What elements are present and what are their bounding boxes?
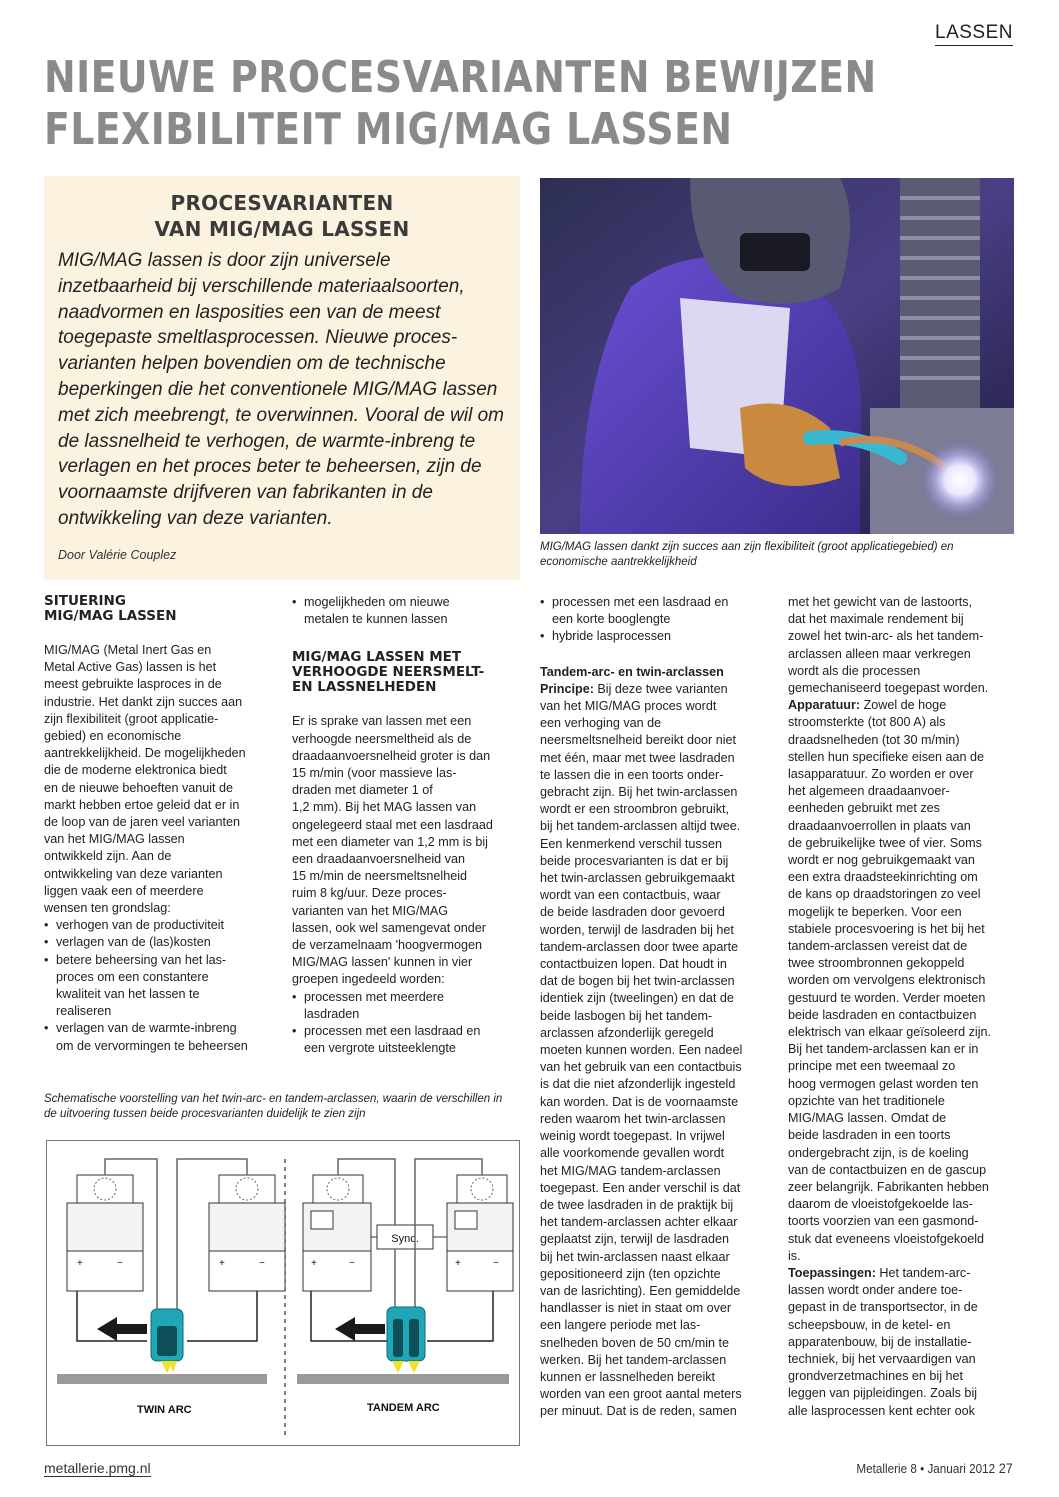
bullet-item: • verlagen van de (las)kosten xyxy=(44,934,276,951)
body-line: bij het twin-arclassen naast elkaar xyxy=(540,1249,730,1264)
body-line: MIG/MAG (Metal Inert Gas en xyxy=(44,643,212,657)
principe-label: Principe: xyxy=(540,681,594,696)
sync-label: Sync. xyxy=(391,1233,419,1245)
body-line: van het MIG/MAG lassen xyxy=(44,832,185,847)
twin-tandem-diagram xyxy=(46,1140,520,1446)
body-line: Bij het tandem-arclassen kan er in xyxy=(788,1042,979,1057)
body-line: wordt er nog gebruikgemaakt van xyxy=(788,853,975,868)
body-line: gestuurd te worden. Verder moeten xyxy=(788,990,986,1005)
body-line: twee stroombronnen gekoppeld xyxy=(788,956,965,971)
body-line: reden waarom het twin-arclassen xyxy=(540,1111,726,1126)
body-line: identiek zijn (tweelingen) en dat de xyxy=(540,991,734,1006)
tandem-left-power-source xyxy=(303,1175,371,1291)
photo-caption xyxy=(540,540,1014,570)
body-line: wensen ten grondslag: xyxy=(44,901,171,916)
body-line: alle lasprocessen kent echter ook xyxy=(788,1403,975,1418)
toepassingen-text: Het tandem-arc- xyxy=(875,1265,971,1280)
body-line: van de lasrichting). Een gemiddelde xyxy=(540,1283,741,1298)
page-title xyxy=(44,52,887,156)
body-line: draadsnelheden (tot 30 m/min) xyxy=(788,732,960,747)
intro-line: met zich meebrengt, te overwinnen. Vooral de wil om xyxy=(58,404,505,426)
body-line: ontwikkeling van deze varianten xyxy=(44,866,223,881)
heading-situering xyxy=(44,594,276,624)
body-line: gepast in de transportsector, in de xyxy=(788,1300,978,1315)
website-link[interactable]: metallerie.pmg.nl xyxy=(44,1460,151,1476)
bullet-item: • mogelijkheden om nieuwe metalen te kunnen lassen xyxy=(292,594,524,628)
body-line: van het gebruik van een contactbuis xyxy=(540,1060,742,1075)
intro-heading-line: VAN MIG/MAG LASSEN xyxy=(154,217,410,241)
photo-caption-line: economische aantrekkelijkheid xyxy=(540,556,697,568)
principe-line xyxy=(540,681,766,698)
body-line: de twee lasdraden in de praktijk bij xyxy=(540,1197,734,1212)
body-line: elektrisch van elkaar geïsoleerd zijn. xyxy=(788,1025,992,1040)
body-line: wordt er een stroombron gebruikt, xyxy=(540,802,729,817)
body-line: van het MIG/MAG proces wordt xyxy=(540,699,717,714)
body-line: een langere periode met las- xyxy=(540,1318,701,1333)
body-line: de kans op draadstoringen zo veel xyxy=(788,887,981,902)
intro-line: voornaamste drijfveren van fabrikanten in de xyxy=(58,482,433,504)
body-line: lassen wordt onder andere toe- xyxy=(788,1283,963,1298)
body-line: per minuut. Dat is de reden, samen xyxy=(540,1404,737,1419)
twin-right-power-source xyxy=(209,1175,285,1291)
body-line: beide lasdraden in een toorts xyxy=(788,1128,951,1143)
bullet-item: • verlagen van de warmte-inbreng om de vervormingen te beheersen xyxy=(44,1020,276,1054)
body-line: gepositioneerd zijn (ten opzichte xyxy=(540,1266,721,1281)
toepassingen-label: Toepassingen: xyxy=(788,1265,876,1280)
body-line: apparatenbouw, bij de installatie- xyxy=(788,1334,972,1349)
apparatuur-line xyxy=(788,697,1014,714)
body-line: 15 m/min (voor massieve las- xyxy=(292,766,457,781)
body-line: werken. Bij het tandem-arclassen xyxy=(540,1352,727,1367)
body-line: ruim 8 kg/uur. Deze proces- xyxy=(292,886,447,901)
body-line: mogelijk te beperken. Voor een xyxy=(788,904,962,919)
body-line: de verzamelnaam 'hoogvermogen xyxy=(292,938,483,953)
body-line: handlasser is niet in staat om over xyxy=(540,1301,732,1316)
body-line: Een kenmerkend verschil tussen xyxy=(540,836,723,851)
body-line: met een diameter van 1,2 mm is bij xyxy=(292,834,488,849)
body-line: gebracht zijn. Bij het twin-arclassen xyxy=(540,785,738,800)
apparatuur-label: Apparatuur: xyxy=(788,698,861,713)
body-line: moeten kunnen worden. Een nadeel xyxy=(540,1043,743,1058)
welder-photo xyxy=(540,178,1014,534)
apparatuur-text: Zowel de hoge xyxy=(860,698,947,713)
intro-line: ontwikkeling van deze varianten. xyxy=(58,507,333,529)
body-line: beide procesvarianten is dat er bij xyxy=(540,853,729,868)
svg-text:−: − xyxy=(349,1258,355,1269)
intro-line: de lassnelheid te verhogen, de warmte-inbreng te xyxy=(58,430,476,452)
tandem-arc-label: TANDEM ARC xyxy=(367,1402,440,1414)
body-line: weinig wordt toegepast. In vrijwel xyxy=(540,1129,725,1144)
body-line: draden met diameter 1 of xyxy=(292,783,433,798)
body-line: beide lasdraden en contactbuizen xyxy=(788,1007,977,1022)
body-line: snelheden boven de 50 cm/min te xyxy=(540,1335,730,1350)
heading-line: SITUERING xyxy=(44,593,126,609)
intro-heading xyxy=(58,190,506,242)
body-line: zowel het twin-arc- als het tandem- xyxy=(788,629,984,644)
intro-heading-line: PROCESVARIANTEN xyxy=(170,191,394,215)
col3-body xyxy=(540,698,766,1421)
heading-line: VERHOOGDE NEERSMELT- xyxy=(292,664,485,681)
svg-text:+: + xyxy=(455,1258,461,1269)
body-line: beide lasbogen bij het tandem- xyxy=(540,1008,713,1023)
body-line: tandem-arclassen vereist dat de xyxy=(788,939,968,954)
body-line: het twin-arclassen gebruikgemaakt xyxy=(540,871,735,886)
body-line: ondergebracht zijn, is de koeling xyxy=(788,1145,969,1160)
body-line: de loop van de jaren veel varianten xyxy=(44,815,241,830)
svg-text:+: + xyxy=(219,1258,225,1269)
body-line: de gebruikelijke twee of vier. Soms xyxy=(788,835,982,850)
body-line: MIG/MAG lassen' kunnen in vier xyxy=(292,955,473,970)
col2-top-bullet xyxy=(292,594,524,628)
body-line: lasapparatuur. Zo worden er over xyxy=(788,767,974,782)
body-line: opzichte van het traditionele xyxy=(788,1093,945,1108)
body-line: draadaanvoerrollen in plaats van xyxy=(788,818,971,833)
col4-body-c xyxy=(788,1282,1014,1420)
body-line: worden, terwijl de lasdraden bij het xyxy=(540,922,734,937)
body-line: worden van een groot aantal meters xyxy=(540,1387,742,1402)
column-2 xyxy=(292,594,524,1057)
bullet-item: • processen met een lasdraad en een vergrote uitsteeklengte xyxy=(292,1023,524,1057)
body-line: kunnen er lassnelheden bereikt xyxy=(540,1369,716,1384)
column-4 xyxy=(788,594,1014,1420)
body-line: varianten van het MIG/MAG xyxy=(292,903,449,918)
issue-label: Metallerie 8 • Januari 2012 xyxy=(856,1461,996,1476)
intro-line: verlagen en het proces beter te beheersen, zijn de xyxy=(58,456,482,478)
heading-line: MIG/MAG LASSEN xyxy=(44,608,177,624)
body-line: gebied) en economische xyxy=(44,729,182,744)
body-line: die de moderne elektronica biedt xyxy=(44,763,227,778)
body-line: gemechaniseerd toegepast worden. xyxy=(788,681,989,696)
body-line: aantrekkelijkheid. De mogelijkheden xyxy=(44,746,246,761)
body-line: leggen van pijpleidingen. Zoals bij xyxy=(788,1386,978,1401)
svg-text:+: + xyxy=(311,1258,317,1269)
body-line: lassen, ook wel samengevat onder xyxy=(292,920,486,935)
body-line: Metal Active Gas) lassen is het xyxy=(44,660,217,675)
title-line-1: NIEUWE PROCESVARIANTEN BEWIJZEN xyxy=(44,52,877,103)
body-line: een verhoging van de xyxy=(540,716,662,731)
body-line: het tandem-arclassen achter elkaar xyxy=(540,1215,738,1230)
col4-body-b xyxy=(788,714,1014,1265)
photo-caption-line: MIG/MAG lassen dankt zijn succes aan zijn flexibiliteit (groot applicatiegebied) en xyxy=(540,541,954,553)
page-number: 27 xyxy=(998,1460,1013,1476)
issue-info xyxy=(857,1460,1013,1476)
col4-body-a xyxy=(788,594,1014,697)
section-label: LASSEN xyxy=(935,22,1013,46)
title-line-2: FLEXIBILITEIT MIG/MAG LASSEN xyxy=(44,104,733,155)
body-line: scheepsbouw, in de ketel- en xyxy=(788,1317,951,1332)
body-line: van de contactbuizen en de gascup xyxy=(788,1162,987,1177)
figure-caption-line: Schematische voorstelling van het twin-arc- en tandem-arclassen, waarin de verschillen in xyxy=(44,1093,503,1105)
intro-box xyxy=(44,176,520,580)
body-line: met één, maar met twee lasdraden xyxy=(540,750,735,765)
figure-caption xyxy=(44,1092,524,1122)
body-line: is. xyxy=(788,1248,801,1263)
twin-arc-label: TWIN ARC xyxy=(137,1404,192,1416)
body-line: 1,2 mm). Bij het MAG lassen van xyxy=(292,800,477,815)
body-line: worden om vervolgens elektronisch xyxy=(788,973,986,988)
bullet-item: • hybride lasprocessen xyxy=(540,628,766,645)
body-line: verhoogde neersmeltheid als de xyxy=(292,731,472,746)
body-line: contactbuizen lopen. Dat houdt in xyxy=(540,957,727,972)
body-line: liggen vaak een of meerdere xyxy=(44,883,204,898)
body-line: meest gebruikte lasproces in de xyxy=(44,677,222,692)
principe-text: Bij deze twee varianten xyxy=(593,681,728,696)
body-line: stuk dat eveneens vloeistofgekoeld xyxy=(788,1231,985,1246)
body-line: wordt van een contactbuis, waar xyxy=(540,888,721,903)
body-line: markt hebben ertoe geleid dat er in xyxy=(44,797,240,812)
tandem-right-power-source xyxy=(447,1175,513,1291)
body-line: kan worden. Dat is de voornaamste xyxy=(540,1094,739,1109)
bullet-item: • processen met meerdere lasdraden xyxy=(292,989,524,1023)
body-line: daarom de vloeistofgekoelde las- xyxy=(788,1197,973,1212)
body-line: is dat die niet afzonderlijk ingesteld xyxy=(540,1077,736,1092)
body-line: MIG/MAG lassen. Omdat de xyxy=(788,1111,947,1126)
body-line: bij het tandem-arclassen altijd twee. xyxy=(540,819,741,834)
intro-text xyxy=(58,248,506,532)
body-line: grondverzetmachines en bij het xyxy=(788,1369,964,1384)
heading-line: EN LASSNELHEDEN xyxy=(292,679,437,696)
body-line: dat de bogen bij het twin-arclassen xyxy=(540,974,735,989)
heading-line: MIG/MAG LASSEN MET xyxy=(292,649,462,666)
body-line: toegepast. Een ander verschil is dat xyxy=(540,1180,741,1195)
intro-line: MIG/MAG lassen is door zijn universele xyxy=(58,250,391,271)
body-line: alle voorkomende gevallen wordt xyxy=(540,1146,725,1161)
svg-text:+: + xyxy=(77,1258,83,1269)
body-line: ongelegeerd staal met een lasdraad xyxy=(292,817,493,832)
body-line: dat het maximale rendement bij xyxy=(788,612,964,627)
author-byline: Door Valérie Couplez xyxy=(58,547,177,562)
col3-bullet-list xyxy=(540,594,766,646)
column-1 xyxy=(44,594,276,1055)
body-line: geplaatst zijn, terwijl de lasdraden xyxy=(540,1232,730,1247)
body-line: neersmeltsnelheid bereikt door niet xyxy=(540,733,737,748)
column-3 xyxy=(540,594,766,1421)
body-line: zijn flexibiliteit (groot applicatie- xyxy=(44,711,219,726)
bullet-item: • processen met een lasdraad en een korte booglengte xyxy=(540,594,766,628)
col1-body xyxy=(44,642,276,917)
body-line: arclassen afzonderlijk geregeld xyxy=(540,1025,714,1040)
svg-text:−: − xyxy=(259,1258,265,1269)
body-line: hoog vermogen gelast worden ten xyxy=(788,1076,979,1091)
figure-caption-line: de uitvoering tussen beide procesvarianten duidelijk te zien zijn xyxy=(44,1108,366,1120)
toepassingen-line xyxy=(788,1265,1014,1282)
body-line: wordt als die processen xyxy=(788,663,921,678)
body-line: ontwikkeld zijn. Aan de xyxy=(44,849,172,864)
body-line: een draadaanvoersnelheid van xyxy=(292,852,465,867)
intro-line: inzetbaarheid bij verschillende materiaalsoorten, xyxy=(58,275,465,297)
body-line: een extra draadsteekinrichting om xyxy=(788,870,978,885)
body-line: techniek, bij het vervaardigen van xyxy=(788,1351,976,1366)
body-line: eenheden gebruikt met zes xyxy=(788,801,940,816)
col2-bullet-list xyxy=(292,989,524,1058)
intro-line: beperkingen die het conventionele MIG/MAG lassen xyxy=(58,378,498,400)
intro-line: varianten helpen bovendien om de technische xyxy=(58,353,446,375)
body-line: het MIG/MAG tandem-arclassen xyxy=(540,1163,721,1178)
body-line: met het gewicht van de lastoorts, xyxy=(788,595,973,609)
col1-bullet-list xyxy=(44,917,276,1055)
body-line: zeer belangrijk. Fabrikanten hebben xyxy=(788,1179,989,1194)
body-line: draadaanvoersnelheid groter is dan xyxy=(292,748,491,763)
body-line: tandem-arclassen door twee aparte xyxy=(540,939,739,954)
body-line: stroomsterkte (tot 800 A) als xyxy=(788,715,946,730)
body-line: 15 m/min de neersmeltsnelheid xyxy=(292,869,468,884)
body-line: Er is sprake van lassen met een xyxy=(292,714,472,729)
body-line: groepen ingedeeld worden: xyxy=(292,972,445,987)
body-line: toorts voorzien van een gasmond- xyxy=(788,1214,979,1229)
body-line: principe met een tweemaal zo xyxy=(788,1059,956,1074)
svg-text:−: − xyxy=(117,1258,123,1269)
col2-body xyxy=(292,713,524,988)
heading-hoge-neersmelt xyxy=(292,650,524,695)
intro-line: toegepaste smeltlasprocessen. Nieuwe proces- xyxy=(58,327,458,349)
svg-text:−: − xyxy=(493,1258,499,1269)
bullet-item: • betere beheersing van het las- proces om een constantere kwaliteit van het lassen te realiseren xyxy=(44,952,276,1021)
body-line: te lassen die in een toorts onder- xyxy=(540,767,724,782)
intro-line: naadvormen en lasposities een van de meest xyxy=(58,301,441,323)
heading-tandem-twin: Tandem-arc- en twin-arclassen xyxy=(540,664,724,679)
body-line: stellen hun specifieke eisen aan de xyxy=(788,749,985,764)
body-line: stabiele procesvoering is het bij het xyxy=(788,921,985,936)
body-line: arclassen alleen maar verkregen xyxy=(788,646,971,661)
body-line: de beide lasdraden door gevoerd xyxy=(540,905,725,920)
bullet-item: • verhogen van de productiviteit xyxy=(44,917,276,934)
body-line: industrie. Het dankt zijn succes aan xyxy=(44,694,243,709)
body-line: en de nieuwe behoeften vanuit de xyxy=(44,780,234,795)
body-line: het algemeen draadaanvoer- xyxy=(788,784,950,799)
twin-left-power-source xyxy=(67,1175,143,1291)
